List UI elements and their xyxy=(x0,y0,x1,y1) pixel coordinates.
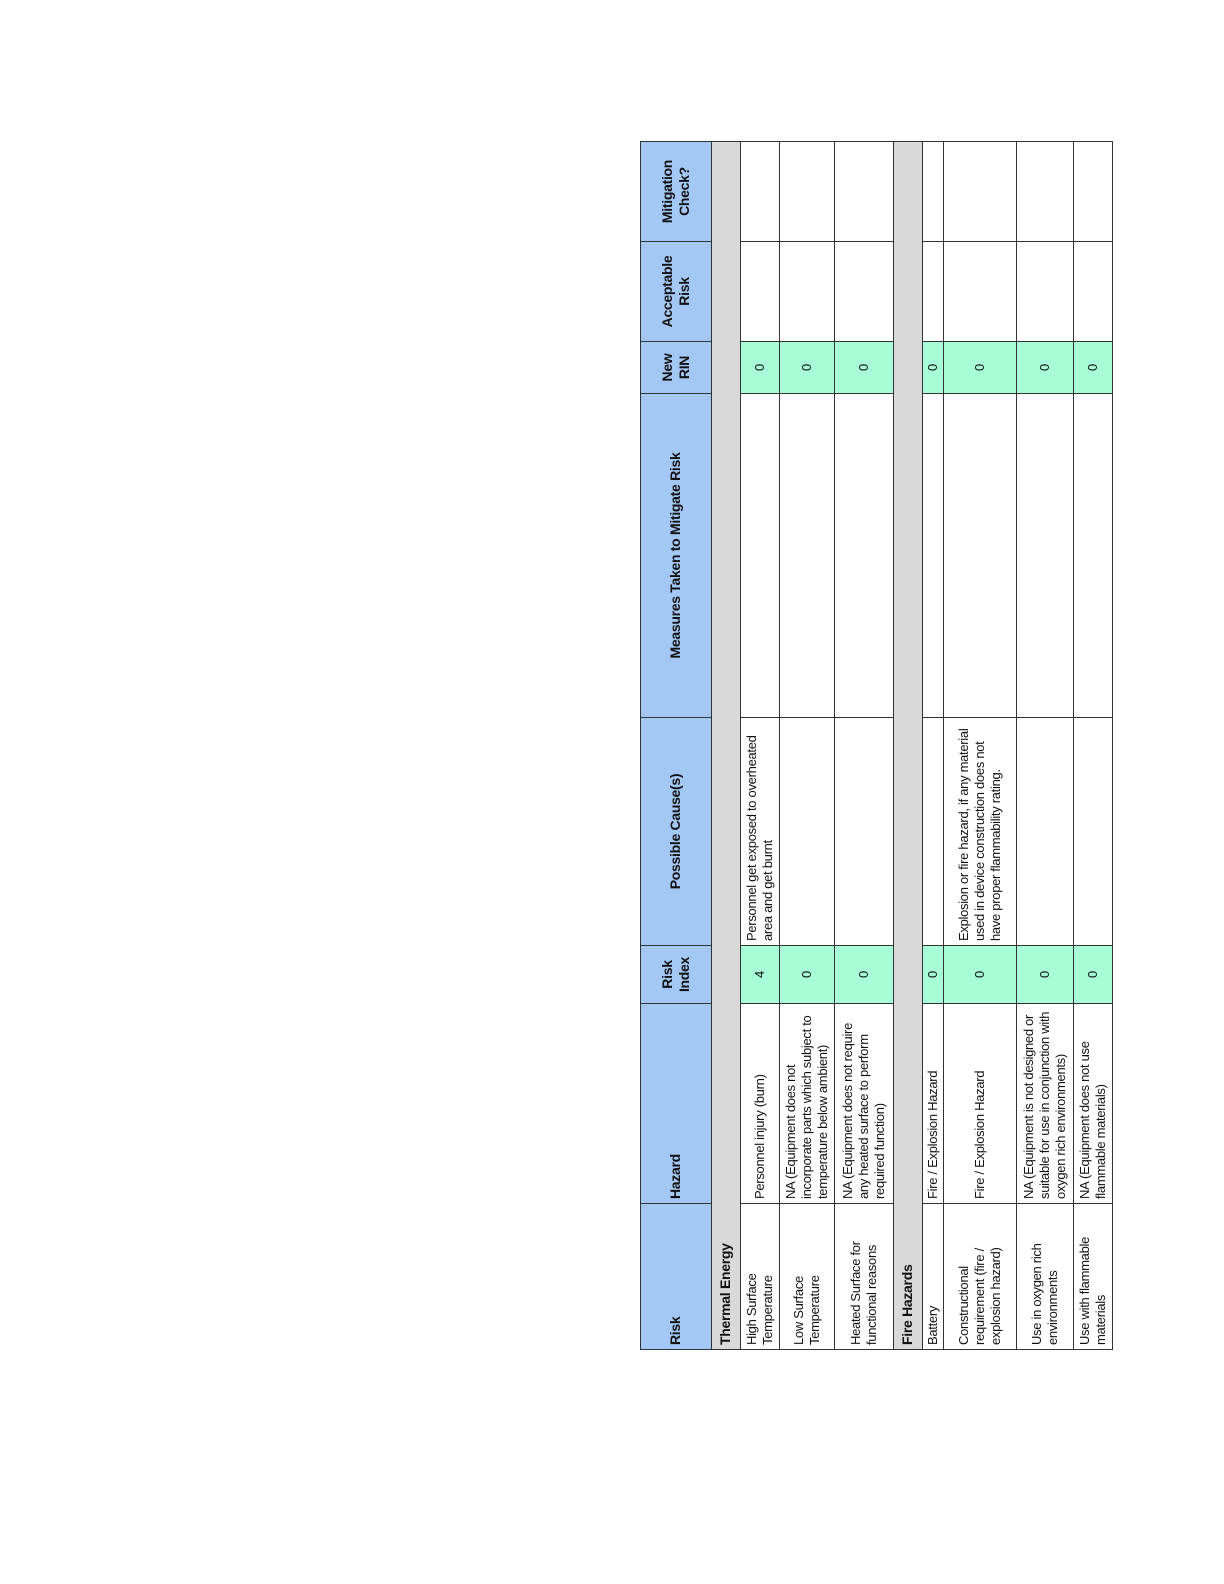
cause-cell xyxy=(1016,718,1073,946)
header-new-rin: New RIN xyxy=(641,342,712,394)
measures-cell xyxy=(741,394,780,718)
risk-index-cell: 0 xyxy=(835,946,894,1004)
header-mitigation-check: Mitigation Check? xyxy=(641,142,712,242)
table-row xyxy=(943,142,1016,1350)
risk-index-cell: 0 xyxy=(943,946,1016,1004)
cause-cell: Explosion or fire hazard, if any material used in device construction does not have proper flammability rating. xyxy=(943,718,1016,946)
hazard-cell: NA (Equipment does not require any heated surface to perform required function) xyxy=(835,1004,894,1204)
risk-index-cell: 0 xyxy=(780,946,835,1004)
risk-index-cell: 0 xyxy=(923,946,944,1004)
acceptable-risk-cell xyxy=(1016,242,1073,342)
hazard-cell: NA (Equipment does not use flammable materials) xyxy=(1073,1004,1112,1204)
risk-cell: High Surface Temperature xyxy=(741,1204,780,1350)
section-row xyxy=(894,142,923,1350)
mitigation-check-cell xyxy=(780,142,835,242)
measures-cell xyxy=(780,394,835,718)
new-rin-cell: 0 xyxy=(923,342,944,394)
table-row xyxy=(1073,142,1112,1350)
risk-cell: Low Surface Temperature xyxy=(780,1204,835,1350)
cause-cell xyxy=(835,718,894,946)
header-risk-index: Risk Index xyxy=(641,946,712,1004)
cause-cell xyxy=(923,718,944,946)
table-row xyxy=(780,142,835,1350)
hazard-cell: Fire / Explosion Hazard xyxy=(923,1004,944,1204)
table-row xyxy=(923,142,944,1350)
acceptable-risk-cell xyxy=(741,242,780,342)
acceptable-risk-cell xyxy=(1073,242,1112,342)
risk-index-cell: 0 xyxy=(1073,946,1112,1004)
mitigation-check-cell xyxy=(923,142,944,242)
table-row xyxy=(1016,142,1073,1350)
mitigation-check-cell xyxy=(835,142,894,242)
measures-cell xyxy=(1016,394,1073,718)
new-rin-cell: 0 xyxy=(780,342,835,394)
table-row xyxy=(741,142,780,1350)
measures-cell xyxy=(943,394,1016,718)
risk-cell: Heated Surface for functional reasons xyxy=(835,1204,894,1350)
risk-index-cell: 4 xyxy=(741,946,780,1004)
hazard-cell: Fire / Explosion Hazard xyxy=(943,1004,1016,1204)
header-hazard: Hazard xyxy=(641,1004,712,1204)
header-risk: Risk xyxy=(641,1204,712,1350)
hazard-cell: NA (Equipment does not incorporate parts which subject to temperature below ambient) xyxy=(780,1004,835,1204)
new-rin-cell: 0 xyxy=(943,342,1016,394)
table-row xyxy=(835,142,894,1350)
rotated-sheet xyxy=(640,142,1112,1350)
risk-assessment-table xyxy=(640,141,1113,1350)
mitigation-check-cell xyxy=(741,142,780,242)
acceptable-risk-cell xyxy=(835,242,894,342)
measures-cell xyxy=(1073,394,1112,718)
mitigation-check-cell xyxy=(943,142,1016,242)
new-rin-cell: 0 xyxy=(741,342,780,394)
risk-cell: Battery xyxy=(923,1204,944,1350)
risk-cell: Use in oxygen rich environments xyxy=(1016,1204,1073,1350)
new-rin-cell: 0 xyxy=(1016,342,1073,394)
mitigation-check-cell xyxy=(1073,142,1112,242)
cause-cell xyxy=(780,718,835,946)
measures-cell xyxy=(835,394,894,718)
header-row xyxy=(641,142,712,1350)
acceptable-risk-cell xyxy=(923,242,944,342)
mitigation-check-cell xyxy=(1016,142,1073,242)
cause-cell: Personnel get exposed to overheated area and get burnt xyxy=(741,718,780,946)
header-possible-causes: Possible Cause(s) xyxy=(641,718,712,946)
header-measures: Measures Taken to Mitigate Risk xyxy=(641,394,712,718)
new-rin-cell: 0 xyxy=(835,342,894,394)
risk-cell: Use with flammable materials xyxy=(1073,1204,1112,1350)
header-acceptable-risk: Acceptable Risk xyxy=(641,242,712,342)
section-row xyxy=(712,142,741,1350)
hazard-cell: NA (Equipment is not designed or suitable for use in conjunction with oxygen rich environments) xyxy=(1016,1004,1073,1204)
hazard-cell: Personnel injury (burn) xyxy=(741,1004,780,1204)
acceptable-risk-cell xyxy=(780,242,835,342)
section-title: Fire Hazards xyxy=(894,142,923,1350)
risk-index-cell: 0 xyxy=(1016,946,1073,1004)
cause-cell xyxy=(1073,718,1112,946)
new-rin-cell: 0 xyxy=(1073,342,1112,394)
measures-cell xyxy=(923,394,944,718)
section-title: Thermal Energy xyxy=(712,142,741,1350)
risk-cell: Constructional requirement (fire / explosion hazard) xyxy=(943,1204,1016,1350)
acceptable-risk-cell xyxy=(943,242,1016,342)
